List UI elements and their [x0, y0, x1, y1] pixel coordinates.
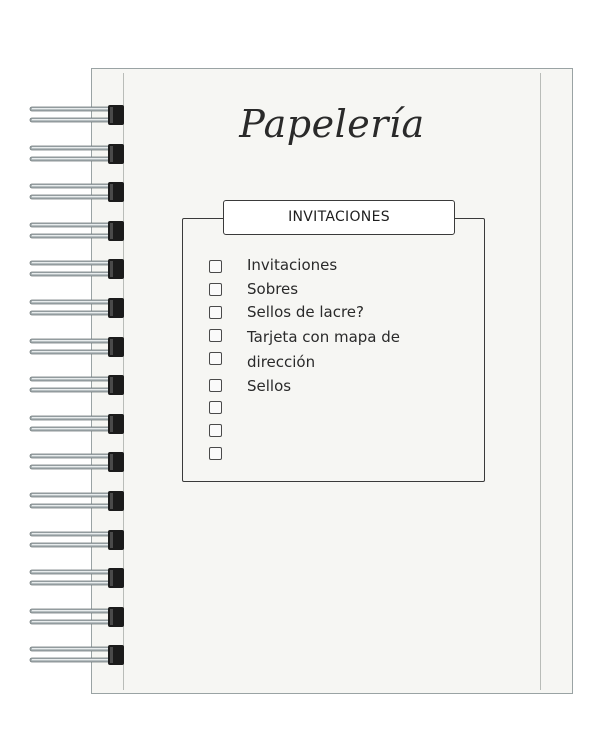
checklist-item-label: Sellos de lacre? — [247, 303, 364, 321]
spiral-ring — [28, 297, 126, 319]
checklist-item-label: dirección — [247, 353, 316, 371]
checklist-item-label: Sellos — [247, 377, 292, 395]
checkbox-3[interactable] — [209, 306, 222, 319]
right-margin-line — [540, 73, 541, 690]
spiral-ring — [28, 143, 126, 165]
checkbox-7[interactable] — [209, 401, 222, 414]
checkbox-8[interactable] — [209, 424, 222, 437]
checkbox-6[interactable] — [209, 379, 222, 392]
spiral-ring — [28, 451, 126, 473]
page-title: Papelería — [239, 102, 425, 146]
checklist-item-label: Invitaciones — [247, 256, 338, 274]
checkbox-1[interactable] — [209, 260, 222, 273]
checklist-item-label: Sobres — [247, 280, 299, 298]
spiral-ring — [28, 374, 126, 396]
spiral-ring — [28, 336, 126, 358]
spiral-ring — [28, 181, 126, 203]
spiral-ring — [28, 567, 126, 589]
checkbox-9[interactable] — [209, 447, 222, 460]
checklist-item-label: Tarjeta con mapa de — [247, 328, 401, 346]
checkbox-5[interactable] — [209, 352, 222, 365]
checkbox-4[interactable] — [209, 329, 222, 342]
checkbox-2[interactable] — [209, 283, 222, 296]
checklist-header: INVITACIONES — [223, 200, 455, 235]
spiral-ring — [28, 529, 126, 551]
spiral-ring — [28, 490, 126, 512]
spiral-ring — [28, 606, 126, 628]
spiral-ring — [28, 413, 126, 435]
spiral-ring — [28, 258, 126, 280]
spiral-ring — [28, 644, 126, 666]
spiral-ring — [28, 220, 126, 242]
